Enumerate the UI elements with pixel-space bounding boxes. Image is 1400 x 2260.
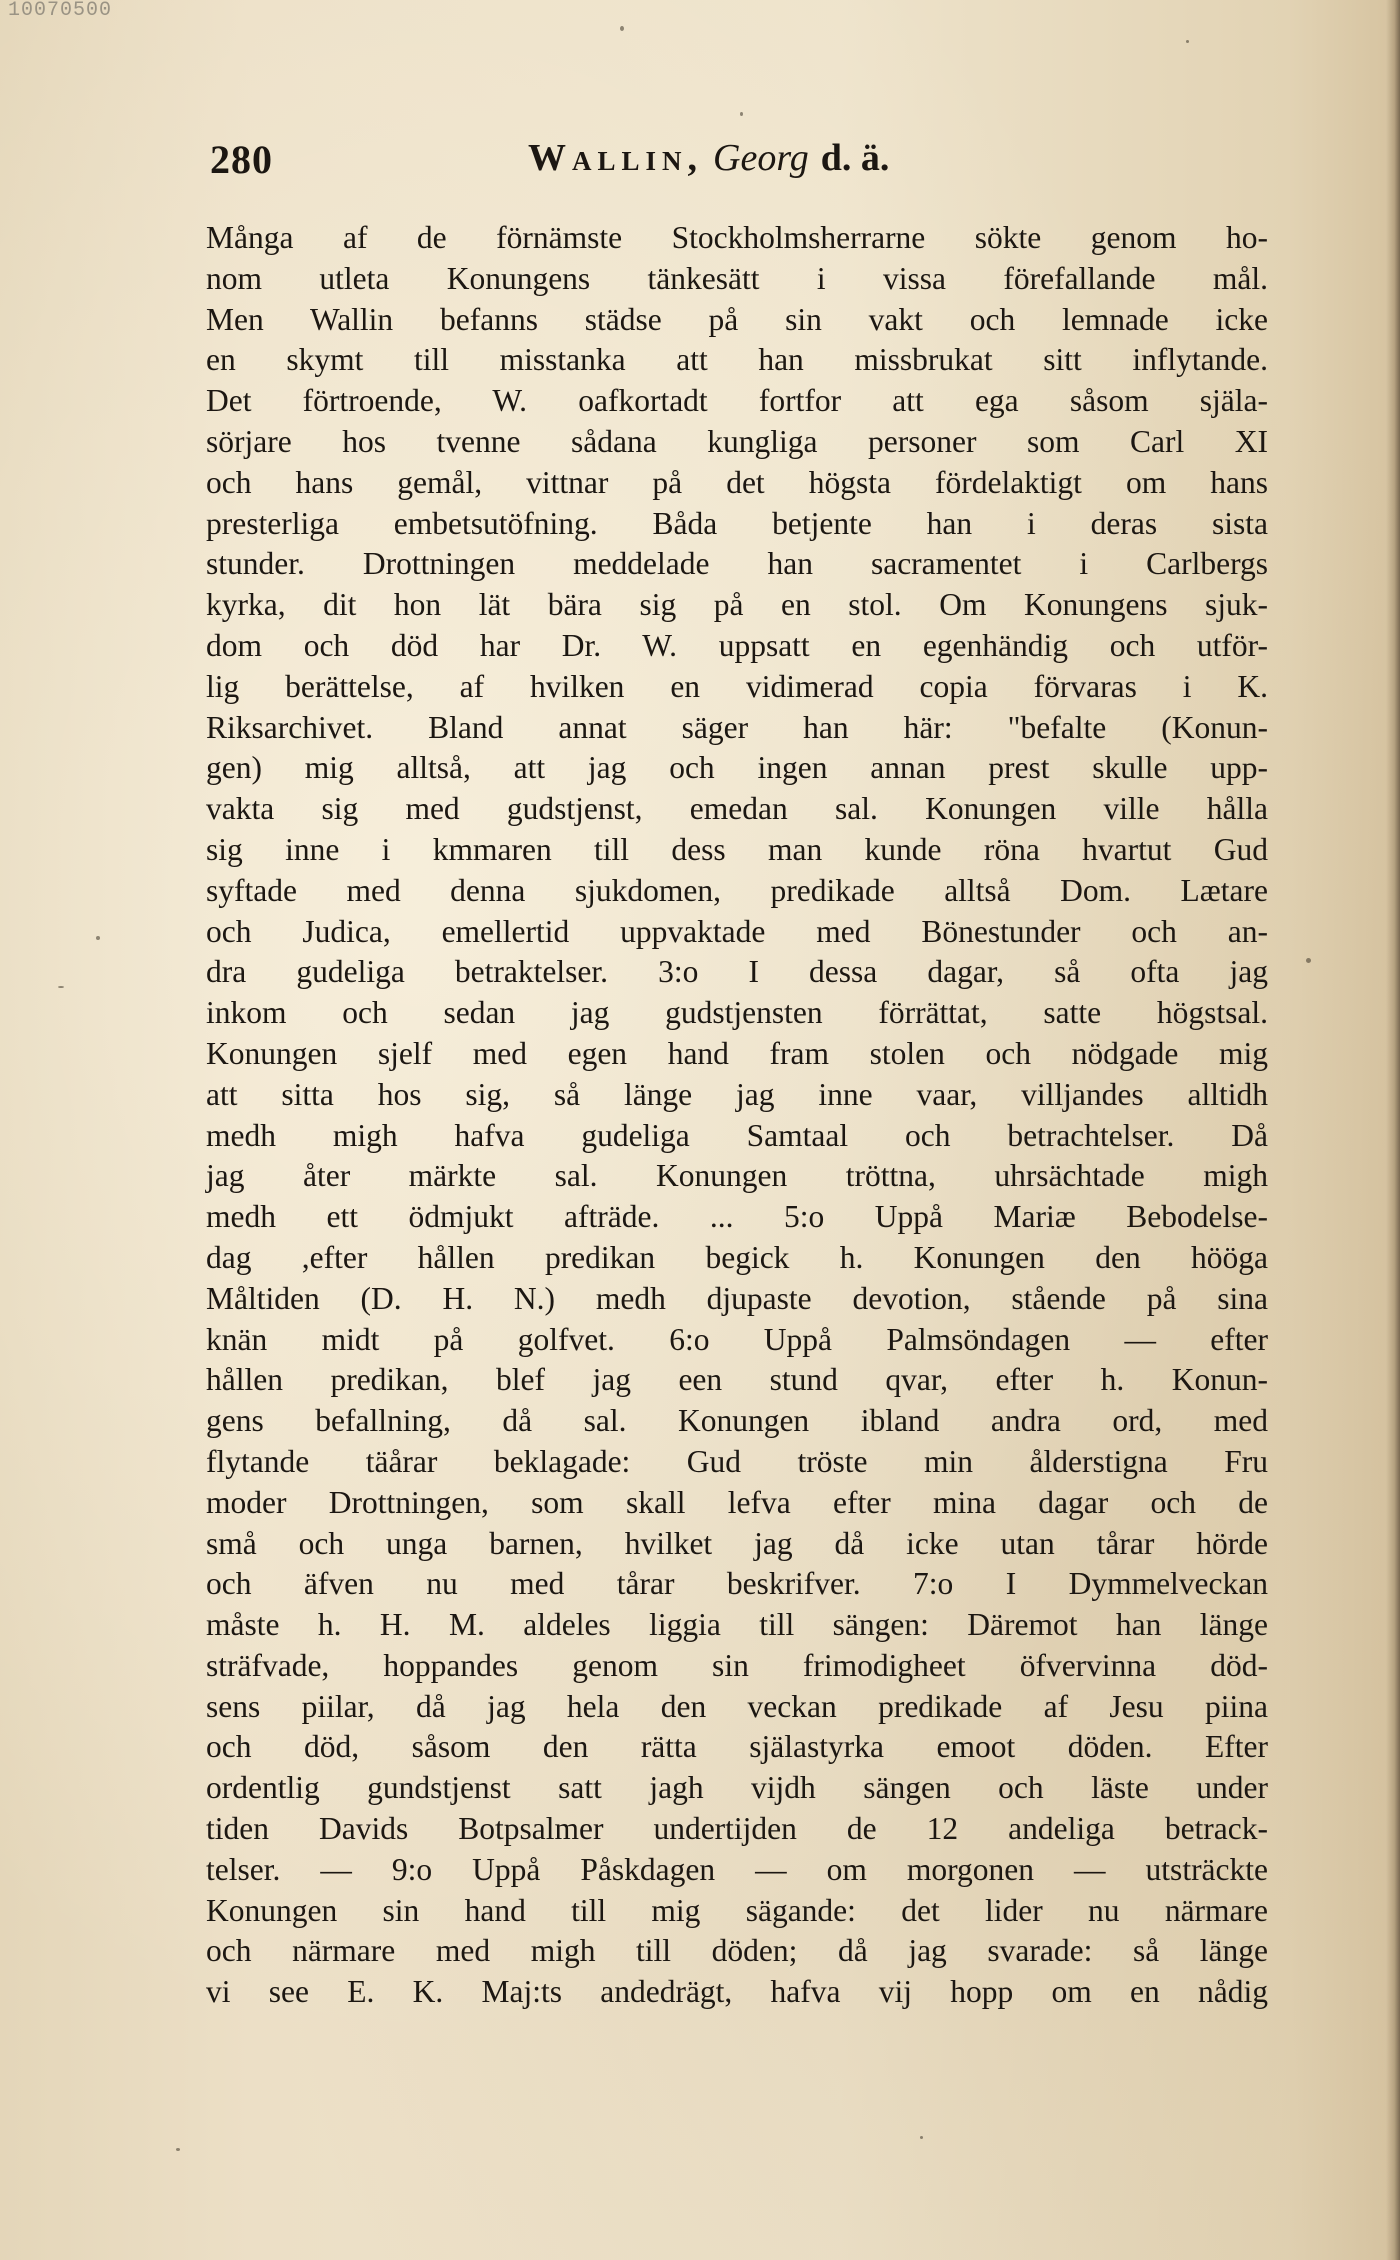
text-line: sörjare hos tvenne sådana kungliga personer som Carl XI: [206, 423, 1268, 459]
paper-speck: [96, 936, 100, 940]
paper-speck: [920, 2136, 923, 2139]
text-line: tiden Davids Botpsalmer undertijden de 12 andeliga betrack-: [206, 1811, 1268, 1847]
text-line: telser. — 9:o Uppå Påskdagen — om morgonen — utsträckte: [206, 1851, 1268, 1887]
page-edge-shadow: [1386, 0, 1400, 2260]
text-line: dag ,efter hållen predikan begick h. Konungen den hööga: [206, 1239, 1268, 1275]
text-line: hållen predikan, blef jag een stund qvar, efter h. Konun-: [206, 1362, 1268, 1398]
text-line: små och unga barnen, hvilket jag då icke utan tårar hörde: [206, 1525, 1268, 1561]
text-line: Det förtroende, W. oafkortadt fortfor att ega såsom själa-: [206, 383, 1268, 419]
text-line: flytande täårar beklagade: Gud tröste min ålderstigna Fru: [206, 1443, 1268, 1479]
text-line: stunder. Drottningen meddelade han sacramentet i Carlbergs: [206, 546, 1268, 582]
text-line: nom utleta Konungens tänkesätt i vissa förefallande mål.: [206, 260, 1268, 296]
text-line: kyrka, dit hon lät bära sig på en stol. Om Konungens sjuk-: [206, 587, 1268, 623]
paper-speck: [1186, 40, 1189, 43]
text-line: och närmare med migh till döden; då jag svarade: så länge: [206, 1933, 1268, 1969]
text-line: gen) mig alltså, att jag och ingen annan prest skulle upp-: [206, 750, 1268, 786]
text-line: moder Drottningen, som skall lefva efter mina dagar och de: [206, 1484, 1268, 1520]
page-header: [210, 136, 1270, 196]
text-line: sig inne i kmmaren till dess man kunde röna hvartut Gud: [206, 831, 1268, 867]
text-line: lig berättelse, af hvilken en vidimerad copia förvaras i K.: [206, 668, 1268, 704]
text-line: Konungen sjelf med egen hand fram stolen och nödgade mig: [206, 1035, 1268, 1071]
paper-speck: [58, 986, 64, 988]
text-line: jag åter märkte sal. Konungen tröttna, uhrsächtade migh: [206, 1158, 1268, 1194]
text-line: att sitta hos sig, så länge jag inne vaar, villjandes alltidh: [206, 1076, 1268, 1112]
text-line: och äfven nu med tårar beskrifver. 7:o I Dymmelveckan: [206, 1566, 1268, 1602]
text-line: vi see E. K. Maj:ts andedrägt, hafva vij hopp om en nådig: [206, 1974, 1268, 2010]
text-line: gens befallning, då sal. Konungen ibland andra ord, med: [206, 1403, 1268, 1439]
text-line: vakta sig med gudstjenst, emedan sal. Konungen ville hålla: [206, 791, 1268, 827]
text-line: Många af de förnämste Stockholmsherrarne sökte genom ho-: [206, 220, 1268, 255]
text-line: måste h. H. M. aldeles liggia till sängen: Däremot han länge: [206, 1607, 1268, 1643]
text-line: en skymt till misstanka att han missbrukat sitt inflytande.: [206, 342, 1268, 378]
running-head-surname: Wallin,: [528, 137, 704, 179]
text-line: och död, såsom den rätta själastyrka emoot döden. Efter: [206, 1729, 1268, 1765]
text-line: syftade med denna sjukdomen, predikade alltså Dom. Lætare: [206, 872, 1268, 908]
text-line: Måltiden (D. H. N.) medh djupaste devotion, stående på sina: [206, 1280, 1268, 1316]
text-line: inkom och sedan jag gudstjensten förrättat, satte högstsal.: [206, 995, 1268, 1031]
text-line: Men Wallin befanns städse på sin vakt och lemnade icke: [206, 301, 1268, 337]
paper-speck: [620, 26, 624, 31]
text-line: knän midt på golfvet. 6:o Uppå Palmsöndagen — efter: [206, 1321, 1268, 1357]
text-line: sens piilar, då jag hela den veckan predikade af Jesu piina: [206, 1688, 1268, 1724]
page-number: 280: [210, 137, 273, 182]
paper-speck: [740, 112, 743, 116]
paper-speck: [176, 2148, 180, 2151]
text-line: medh ett ödmjukt afträde. ... 5:o Uppå Mariæ Bebodelse-: [206, 1199, 1268, 1235]
text-line: sträfvade, hoppandes genom sin frimodigheet öfvervinna död-: [206, 1647, 1268, 1683]
text-line: dom och död har Dr. W. uppsatt en egenhändig och utför-: [206, 627, 1268, 663]
body-text: [206, 218, 1268, 2013]
text-line: och hans gemål, vittnar på det högsta fördelaktigt om hans: [206, 464, 1268, 500]
text-line: ordentlig gundstjenst satt jagh vijdh sängen och läste under: [206, 1770, 1268, 1806]
text-line: och Judica, emellertid uppvaktade med Bönestunder och an-: [206, 913, 1268, 949]
running-head-given-name: Georg: [713, 137, 809, 179]
text-line: dra gudeliga betraktelser. 3:o I dessa dagar, så ofta jag: [206, 954, 1268, 990]
running-head-suffix: d. ä.: [820, 137, 890, 179]
text-line: medh migh hafva gudeliga Samtaal och betrachtelser. Då: [206, 1117, 1268, 1153]
text-line: Riksarchivet. Bland annat säger han här: "befalte (Konun-: [206, 709, 1268, 745]
paper-speck: [1306, 958, 1311, 963]
text-line: presterliga embetsutöfning. Båda betjente han i deras sista: [206, 505, 1268, 541]
library-stamp: 10070500: [8, 0, 113, 22]
text-line: Konungen sin hand till mig sägande: det lider nu närmare: [206, 1892, 1268, 1928]
running-head: [528, 136, 889, 180]
